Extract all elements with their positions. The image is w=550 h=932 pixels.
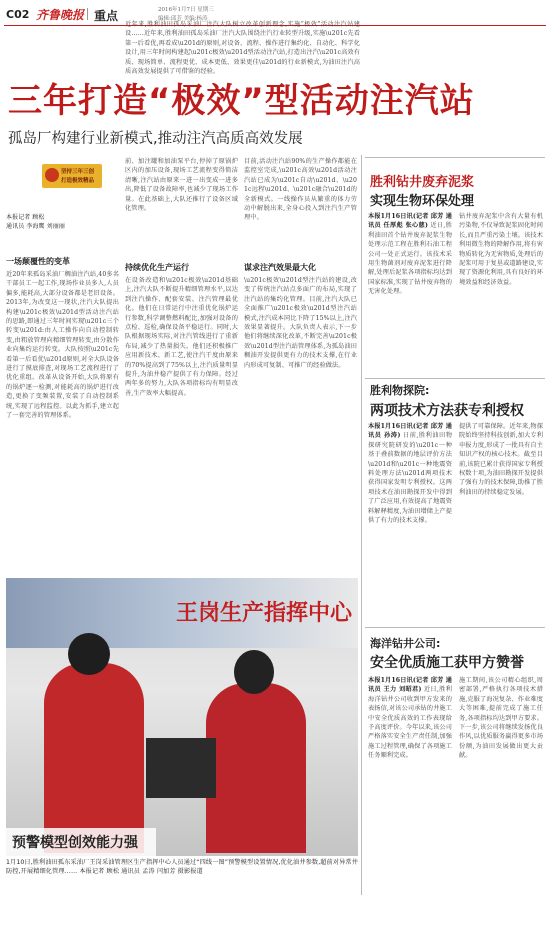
right-article-1-title2: 实现生物环保处理 xyxy=(370,194,475,209)
logo-emblem xyxy=(45,168,59,182)
main-title: 三年打造“极效”型活动注汽站 xyxy=(8,81,475,121)
date-line: 2016年1月7日 星期三 xyxy=(158,7,214,13)
photo-credit: 本报记者 顾松 通讯员 孟涛 闫加芳 摄影报道 xyxy=(79,868,203,876)
section-title: 重点 xyxy=(94,9,119,23)
photo-caption: 1月10日,胜利油田孤东采油厂王岗采油管理区生产指挥中心人员通过“四线一图”预警模型设置情况,优化油井参数,超前对异常井防控,开展精细化管理…… 本报记者 顾松 通讯员 孟涛 闫加芳 摄影报道 xyxy=(6,859,358,876)
news-photo xyxy=(6,578,358,856)
right-article-2-title: 胜利物探院: xyxy=(370,384,430,397)
article-col-2b: 在设备改造和\u201c极效\u201d基础上,注汽大队不断提升精细管理水平,以达到注汽操作、配套安装、注汽管理最优化。他们在日常运行中注重优化锅炉运行参数,科学调整燃料配比,加强对设备的点检、巡检,确保设备平稳运行。同时,大队根据现场实际,对注汽管线进行了重新布局,减少了热量损失。他们还积极推广应用新技术、新工艺,使注汽干度由原来的70%提高到了75%以上,注汽质量明显提升,为油井稳产提供了有力保障。经过两年多的努力,大队各项指标均有明显改善,生产效率大幅提高。 xyxy=(125,277,238,397)
right-article-2-title2: 两项技术方法获专利授权 xyxy=(370,403,524,419)
worker-left-head xyxy=(68,633,110,675)
column-divider xyxy=(361,155,362,895)
right-top-rule xyxy=(365,157,545,158)
right-article-3-title2: 安全优质施工获甲方赞誉 xyxy=(370,655,524,671)
caption-label-box xyxy=(6,828,156,856)
right-article-2-col-a: 本报1月16日讯(记者 邱芳 通讯员 孙涛) 日前,胜利油田物探研究院研发的\u201c一种基于叠前数据的地层评价方法\u201d和\u201c一种地震资料处理方法\u201d两项技术获得国家发明专利授权。这两项技术在油田勘探开发中得到了广泛应用,有效提高了地震资料解释精度,为油田增储上产提供了有力的技术支撑。 xyxy=(368,423,452,525)
caption-label: 预警模型创效能力强 xyxy=(12,835,138,851)
right-article-3-col-b: 施工期间,该公司精心组织,周密部署,严格执行各项技术措施,克服了海况复杂、作业难度大等困难,提前完成了施工任务,各项指标均达到甲方要求。下一步,该公司将继续发扬优良作风,以优质服务赢得更多市场份额,为油田发展做出更大贡献。 xyxy=(459,677,543,760)
worker-right xyxy=(206,683,306,853)
main-subtitle: 孤岛厂构建行业新模式,推动注汽高质高效发展 xyxy=(8,131,303,147)
logo-graphic xyxy=(42,164,102,188)
byline: 本报记者 顾松 通讯员 李海鹰 刘丽丽 xyxy=(6,214,65,231)
right-article-3-title: 海洋钻井公司: xyxy=(370,637,441,650)
article-col-3: 目前,活动注汽站90%的生产操作都能在监控室完成,\u201c高效\u201d活动注汽站已成为\u201c自动\u201d、\u201c远程\u201d、\u201c融合\u201d的全新模式。一线操作员从繁重的体力劳动中解脱出来,全身心投入到注汽生产管理中。 xyxy=(244,158,357,222)
divider xyxy=(87,8,88,20)
worker-left xyxy=(44,663,144,853)
logo-line-1: 坚持三年三创 xyxy=(61,169,95,175)
right-article-3-col-a: 本报1月16日讯(记者 邱芳 通讯员 王力 刘昭君) 近日,胜利海洋钻井公司收到甲方发来的表扬信,对该公司承钻的井施工中安全优质高效的工作表现给予高度评价。今年以来,该公司严格落实安全生产责任制,加强施工过程管理,确保了各项施工任务顺利完成。 xyxy=(368,677,452,760)
worker-right-head xyxy=(234,650,274,694)
banner-text: 王岗生产指挥中心 xyxy=(176,601,353,626)
right-article-1-col-a: 本报1月16日讯(记者 邱芳 通讯员 任厚彪 张心慈) 近日,胜利油田首个钻井废弃泥浆生物处理示范工程在胜利石油工程公司一处正式运行。该技术采用生物菌剂对废弃泥浆进行降解,处理后泥浆各项指标均达到国家标准,实现了钻井废弃物的无害化处理。 xyxy=(368,213,452,296)
lead-text: 近年来,胜利油田孤岛采油厂注汽大队树立改革创新理念,实施“极效”活动注汽站建设……近年来,胜利油田孤岛采油厂注汽大队围绕注汽行业转型升级,实施\u201c先看第一后看优,再看成\u201d的原则,对设备、流程、操作进行集约化、自动化、科学化设计,用三年时间构建起\u201c极效\u201d型活动注汽站,打造出注汽\u201c高效有质、现场简单、流程更优、成本更低、效果更佳\u201d的行业新模式,为油田注汽高质高效发展提供了可借鉴的经验。 xyxy=(125,21,360,76)
right-article-1-col-b: 钻井废弃泥浆中含有大量有机污染物,不仅导致泥浆固化时间长,而且严重污染土壤。该技术利用微生物的降解作用,将有害物质转化为无害物质,处理后的泥浆可用于复垦或道路建设,实现了资源化利用,具有良好的环境效益和经济效益。 xyxy=(459,213,543,286)
section-heading-2: 持续优化生产运行 xyxy=(125,263,189,272)
section-heading-1: 一场颠覆性的变革 xyxy=(6,257,70,266)
article-col-2: 前、加注罐和加油泵平台,停掉了原锅炉区内的加压设备,现场工艺流程变得简洁清晰,注汽站由原来一进一出变成一进多出,降低了设备故障率,也减少了现场工作量。在此基础上,大队还推行了设备区域化管理。 xyxy=(125,158,238,213)
section-heading-3: 谋求注汽效果最大化 xyxy=(244,263,316,272)
brand-logo: 齐鲁晚报 xyxy=(36,8,85,22)
control-panel xyxy=(146,738,216,798)
logo-line-2: 打造极效精品 xyxy=(61,178,95,184)
editors-line: 编辑:邱芳 美编:杨涛 xyxy=(158,16,208,22)
right-rule-3 xyxy=(365,627,545,628)
page-number: C02 xyxy=(6,8,30,21)
right-article-2-col-b: 提供了可靠保障。近年来,物探院始终坚持科技创新,加大专利申报力度,形成了一批具有自主知识产权的核心技术。截至目前,该院已累计获得国家专利授权数十项,为油田勘探开发提供了强有力的技术保障,助推了胜利油田的持续稳定发展。 xyxy=(459,423,543,496)
article-col-3b: \u201c极效\u201d型注汽站的建设,改变了传统注汽站点多面广的布局,实现了注汽站的集约化管理。目前,注汽大队已全面推广\u201c极效\u201d型注汽站模式,注汽成本同比下降了15%以上,注汽效果显著提升。大队负责人表示,下一步他们将继续深化改革,不断完善\u201c极效\u201d型注汽站管理体系,为孤岛油田稠油开发提供更有力的技术支撑,在行业内形成可复制、可推广的经验做法。 xyxy=(244,277,357,369)
right-article-1-title: 胜利钻井废弃泥浆 xyxy=(370,175,475,190)
right-rule-2 xyxy=(365,378,545,379)
article-col-1: 近20年来孤岛采油厂稠油注汽站,40多名干部员工一起工作,现场作业员多人,人员偏多,能耗高,大部分设备都是老旧设备。2013年,为改变这一现状,注汽大队提出构建\u201c极效\u201d型活动注汽站的思路,即通过三年时间实现\u201c三个转变\u201d:由人工操作向自动控制转变,由粗放管理向精细管理转变,由分散作业向集约运行转变。大队按照\u201c先看第一后看优\u201d原则,对全大队设备进行了摸底排查,对现场工艺流程进行了优化重组。改革从设备开始,大队将原有的锅炉逐一检测,对能耗高的锅炉进行改造,更换了变频装置,安装了自动控制系统,实现了远程监控。以此为抓手,建立起了一套完善的管理体系。 xyxy=(6,271,119,420)
